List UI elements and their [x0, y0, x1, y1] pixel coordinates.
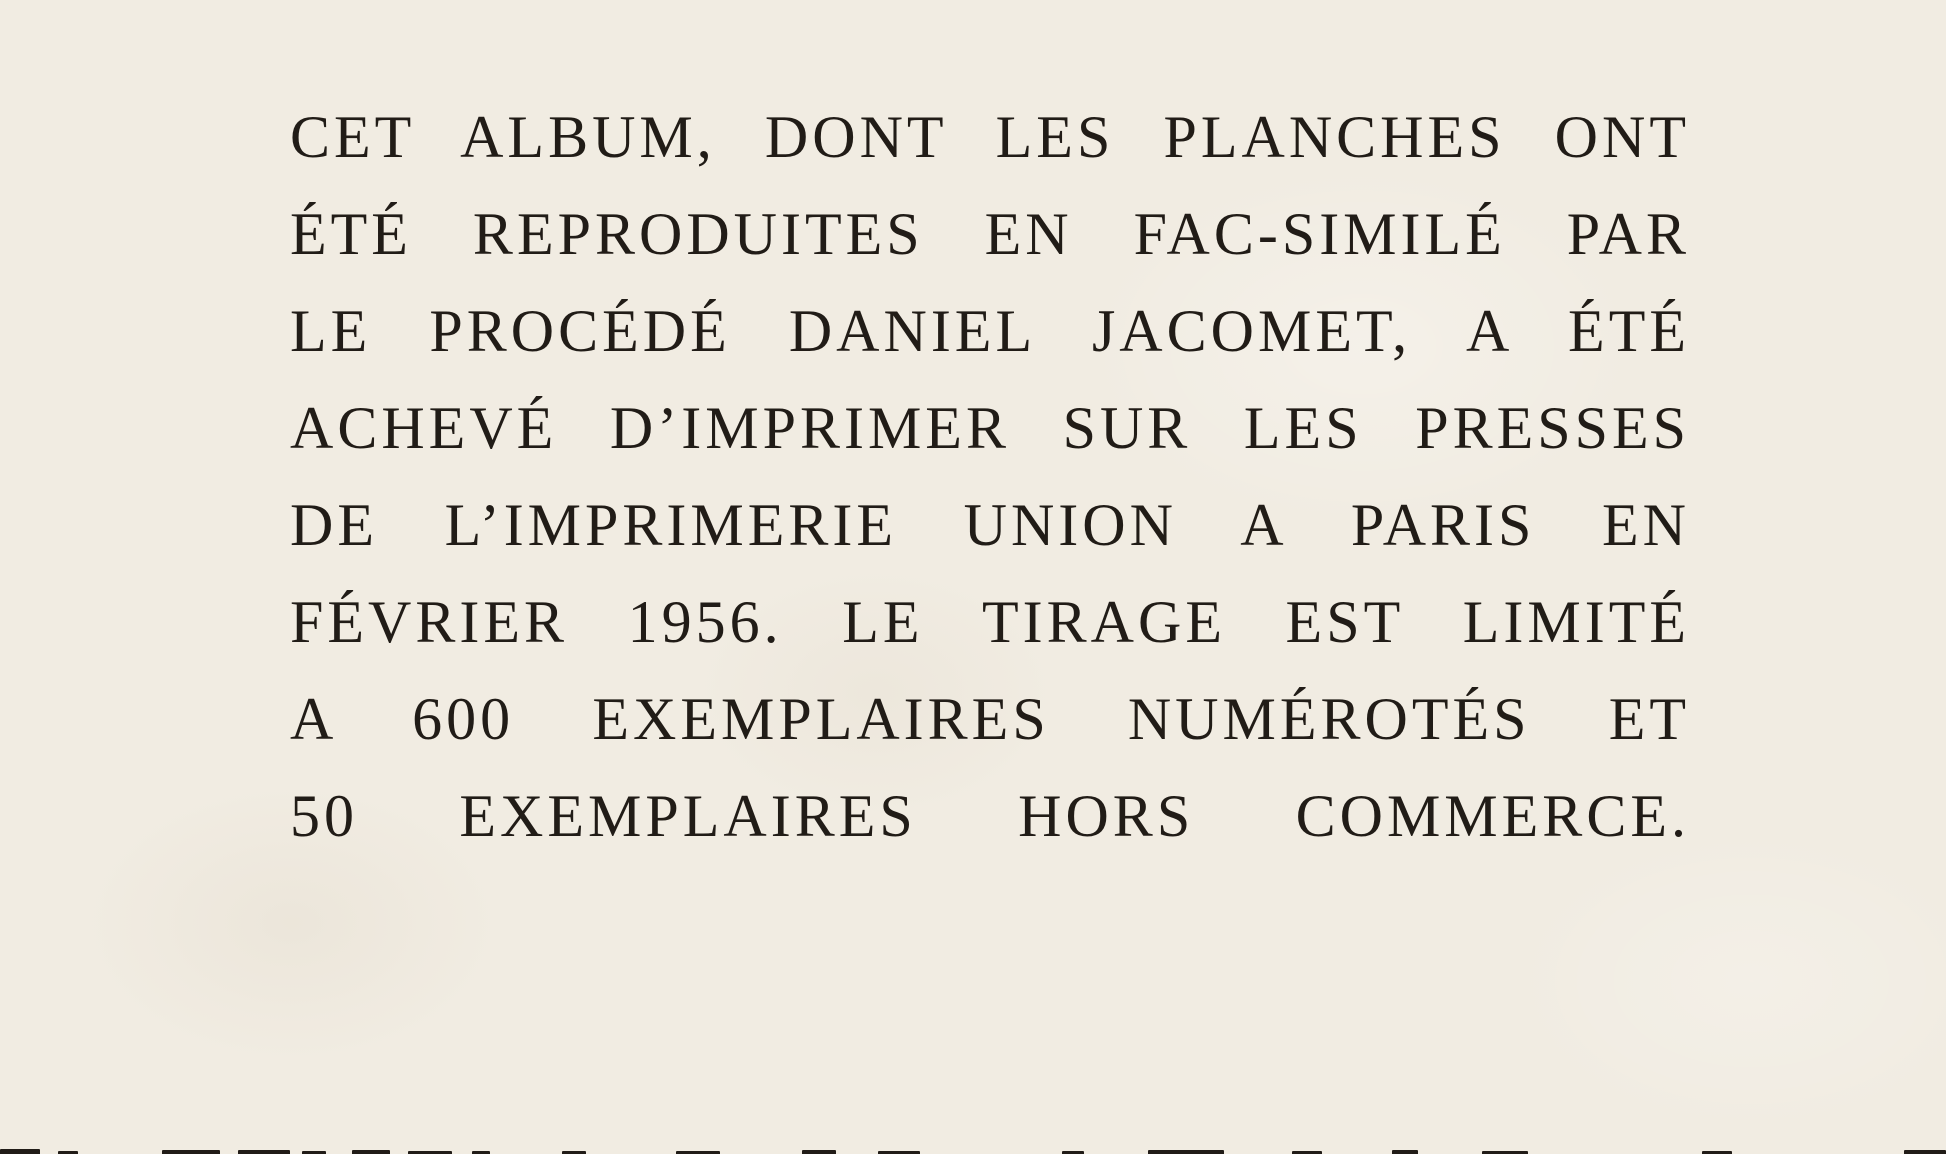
cut-off-text-mark	[162, 1150, 220, 1154]
colophon-line-6: FÉVRIER 1956. LE TIRAGE EST LIMITÉ	[290, 589, 1690, 655]
cut-off-text-mark	[0, 1149, 40, 1154]
colophon-line-2: ÉTÉ REPRODUITES EN FAC-SIMILÉ PAR	[290, 201, 1690, 267]
cut-off-text-mark	[1392, 1150, 1418, 1154]
cut-off-next-line-marks	[0, 1146, 1946, 1154]
colophon-line-8: 50 EXEMPLAIRES HORS COMMERCE.	[290, 783, 1690, 849]
colophon-line-7: A 600 EXEMPLAIRES NUMÉROTÉS ET	[290, 686, 1690, 752]
colophon-line-5: DE L’IMPRIMERIE UNION A PARIS EN	[290, 492, 1690, 558]
cut-off-text-mark	[238, 1150, 290, 1154]
cut-off-text-mark	[802, 1150, 836, 1154]
colophon-line-4: ACHEVÉ D’IMPRIMER SUR LES PRESSES	[290, 395, 1690, 461]
cut-off-text-mark	[1904, 1150, 1946, 1154]
colophon-line-3: LE PROCÉDÉ DANIEL JACOMET, A ÉTÉ	[290, 298, 1690, 364]
colophon-line-1: CET ALBUM, DONT LES PLANCHES ONT	[290, 104, 1690, 170]
cut-off-text-mark	[352, 1150, 390, 1154]
colophon-text-block	[290, 89, 1690, 865]
cut-off-text-mark	[1148, 1150, 1224, 1154]
